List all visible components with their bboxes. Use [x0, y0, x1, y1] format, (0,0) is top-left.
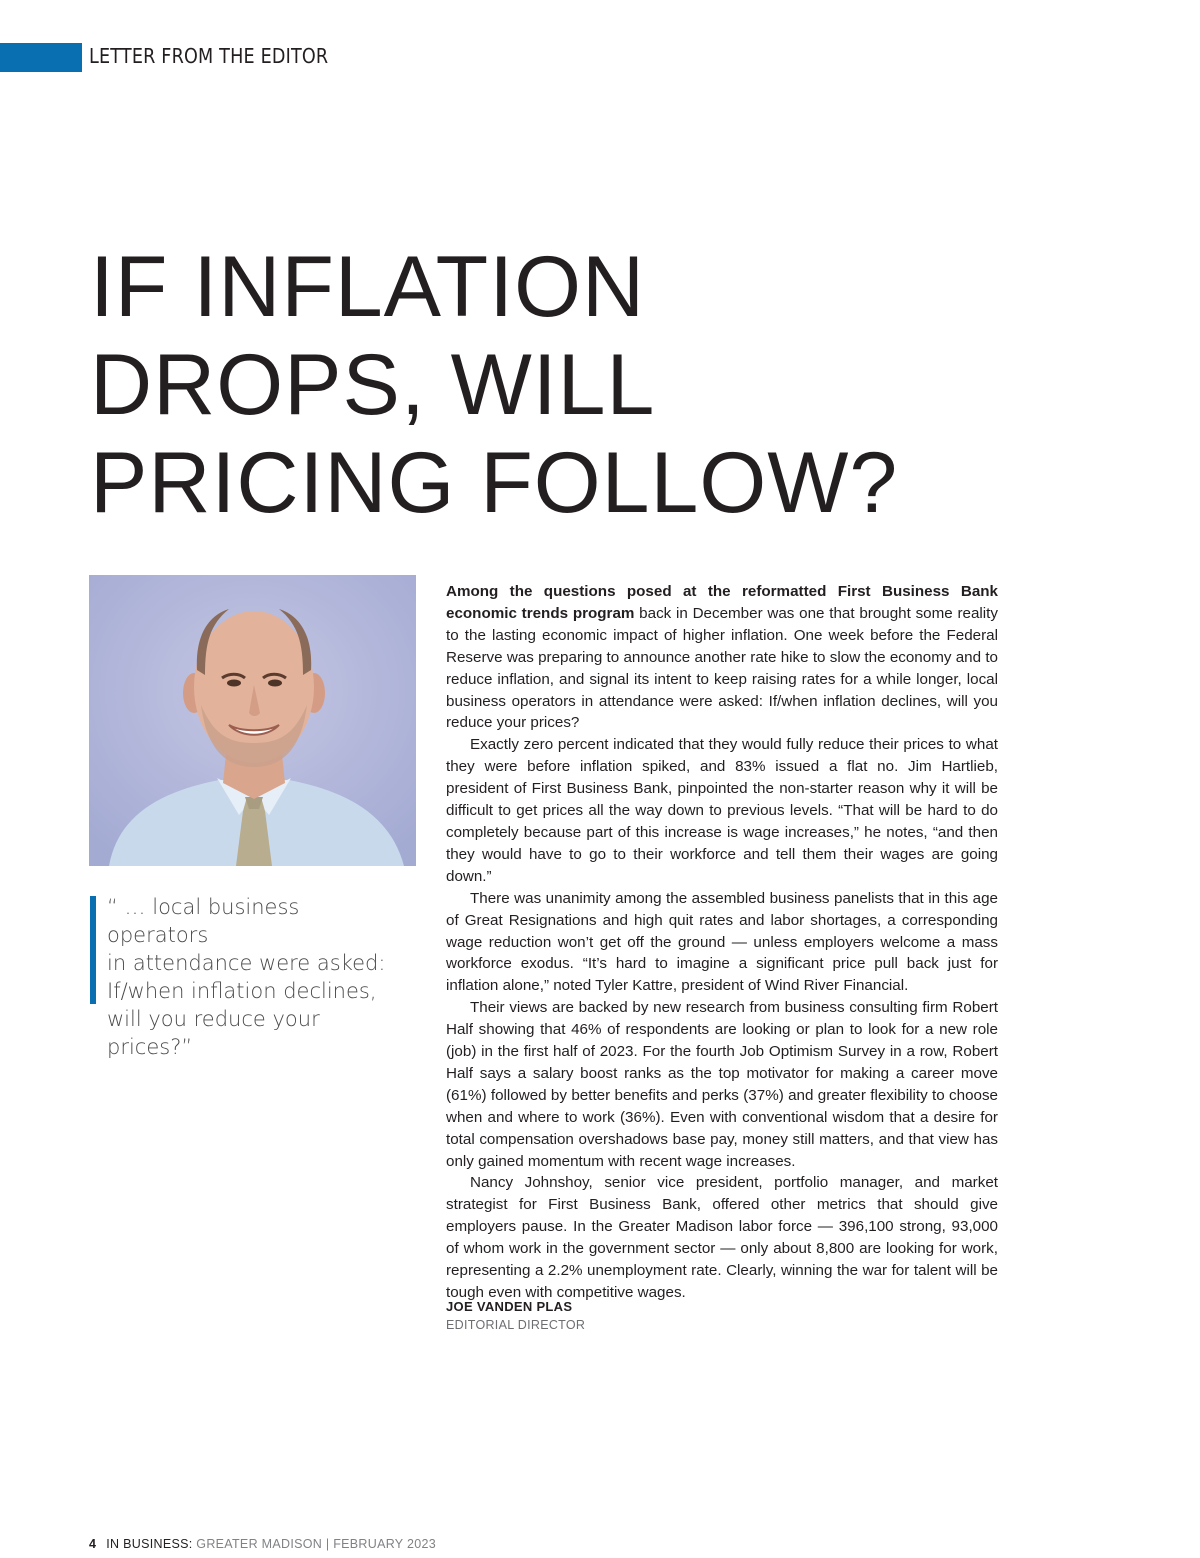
- pull-quote-accent-bar: [90, 896, 96, 1004]
- article-paragraph: Their views are backed by new research from business consulting firm Robert Half showing that 46% of respondents are looking or plan to look for a new role (job) in the first half of 2023. For the fourth Job Optimism Survey in a row, Robert Half says a salary boost ranks as the top motivator for making a career move (61%) followed by better benefits and perks (37%) and greater flexibility to choose when and where to work (36%). Even with conventional wisdom that a desire for total compensation overshadows base pay, money still matters, and that view has only gained momentum with recent wage increases.: [446, 999, 998, 1170]
- headline-line: DROPS, WILL: [90, 337, 656, 433]
- article-paragraph: [446, 581, 998, 734]
- article-lead-bold: Among the questions posed at the reformatted First Business Bank economic trends program: [446, 583, 998, 622]
- article-lead-text: back in December was one that brought some reality to the lasting economic impact of higher inflation. One week before the Federal Reserve was preparing to announce another rate hike to slow the economy and to reduce inflation, and signal its intent to keep raising rates for a while longer, local business operators in attendance were asked: If/when inflation declines, will you reduce your prices?: [446, 604, 998, 732]
- section-label: LETTER FROM THE EDITOR: [89, 44, 329, 68]
- byline-name: JOE VANDEN PLAS: [446, 1299, 573, 1314]
- editor-photo: [89, 575, 416, 866]
- publication-name: IN BUSINESS:: [106, 1537, 193, 1551]
- edition-info: GREATER MADISON | FEBRUARY 2023: [192, 1537, 436, 1551]
- article-paragraph: Nancy Johnshoy, senior vice president, portfolio manager, and market strategist for First Business Bank, offered other metrics that should give employers pause. In the Greater Madison labor force — 396,100 strong, 93,000 of whom work in the government sector — only about 8,800 are looking for work, representing a 2.2% unemployment rate. Clearly, winning the war for talent will be tough even with competitive wages.: [446, 1174, 998, 1301]
- byline: [446, 1299, 585, 1332]
- byline-title: EDITORIAL DIRECTOR: [446, 1318, 586, 1332]
- page-number: 4: [89, 1537, 97, 1551]
- page-footer: [89, 1537, 436, 1551]
- article-body: [446, 581, 998, 1304]
- article-paragraph: Exactly zero percent indicated that they would fully reduce their prices to what they were before inflation spiked, and 83% issued a flat no. Jim Hartlieb, president of First Business Bank, pinpointed the non-starter reason why it will be difficult to get prices all the way down to previous levels. “That will be hard to do completely because part of this increase is wage increases,” he notes, “and then they would have to go to their workforce and tell them their wages are going down.”: [446, 736, 998, 885]
- headline-line: PRICING FOLLOW?: [90, 435, 899, 531]
- headline-line: IF INFLATION: [90, 239, 646, 335]
- headline: [90, 238, 1050, 532]
- section-accent-bar: [0, 43, 82, 72]
- article-paragraph: There was unanimity among the assembled business panelists that in this age of Great Resignations and high quit rates and labor shortages, a corresponding wage reduction won’t get off the ground — unless employers welcome a mass workforce exodus. “It’s hard to imagine a significant price pull back just for inflation alone,” noted Tyler Kattre, president of Wind River Financial.: [446, 889, 998, 995]
- editor-portrait-illustration: [89, 575, 416, 866]
- pull-quote: “ … local business operators in attendance were asked: If/when inflation declines, will you reduce your prices?”: [107, 895, 386, 1059]
